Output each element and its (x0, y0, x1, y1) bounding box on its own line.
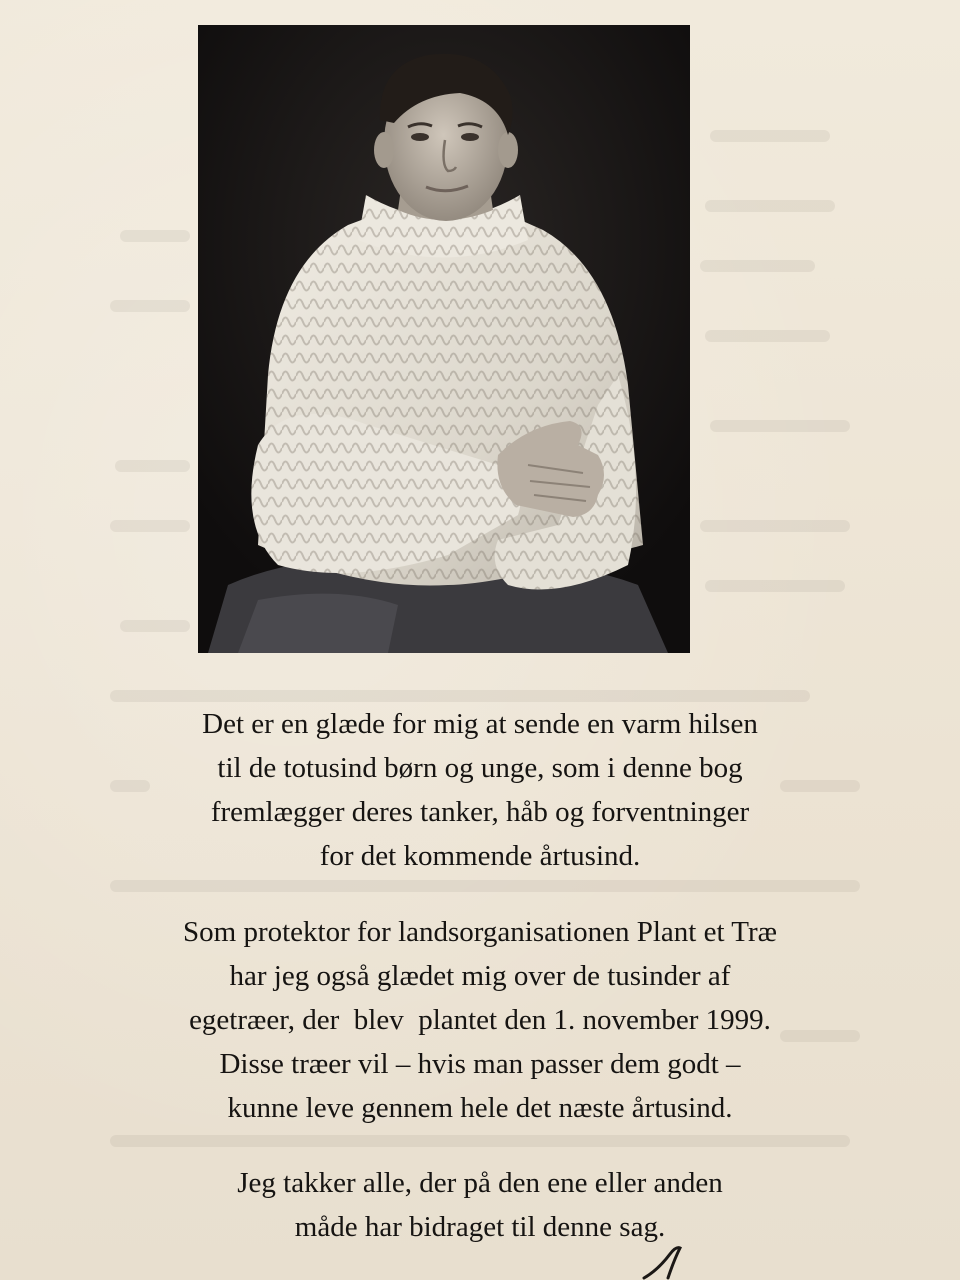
text-line: egetræer, der blev plantet den 1. november 1999. (189, 1004, 771, 1036)
text-line: til de totusind børn og unge, som i denne bog (217, 752, 743, 784)
text-line: Det er en glæde for mig at sende en varm hilsen (202, 708, 758, 740)
text-line: fremlægger deres tanker, håb og forventninger (210, 796, 750, 828)
portrait-photo (198, 25, 690, 653)
text-line: Som protektor for landsorganisationen Plant et Træ (183, 916, 777, 948)
text-line: for det kommende årtusind. (319, 840, 641, 872)
portrait-illustration (198, 25, 690, 653)
greeting-paragraph (80, 702, 880, 878)
text-line: Jeg takker alle, der på den ene eller anden (237, 1167, 723, 1199)
text-line: kunne leve gennem hele det næste årtusind. (227, 1092, 733, 1124)
text-line: Disse træer vil – hvis man passer dem godt – (219, 1048, 741, 1080)
patron-paragraph (80, 910, 880, 1130)
thanks-paragraph (80, 1161, 880, 1249)
text-line: har jeg også glædet mig over de tusinder af (229, 960, 731, 992)
text-line: måde har bidraget til denne sag. (294, 1211, 666, 1243)
signature-stroke-icon (640, 1240, 700, 1280)
